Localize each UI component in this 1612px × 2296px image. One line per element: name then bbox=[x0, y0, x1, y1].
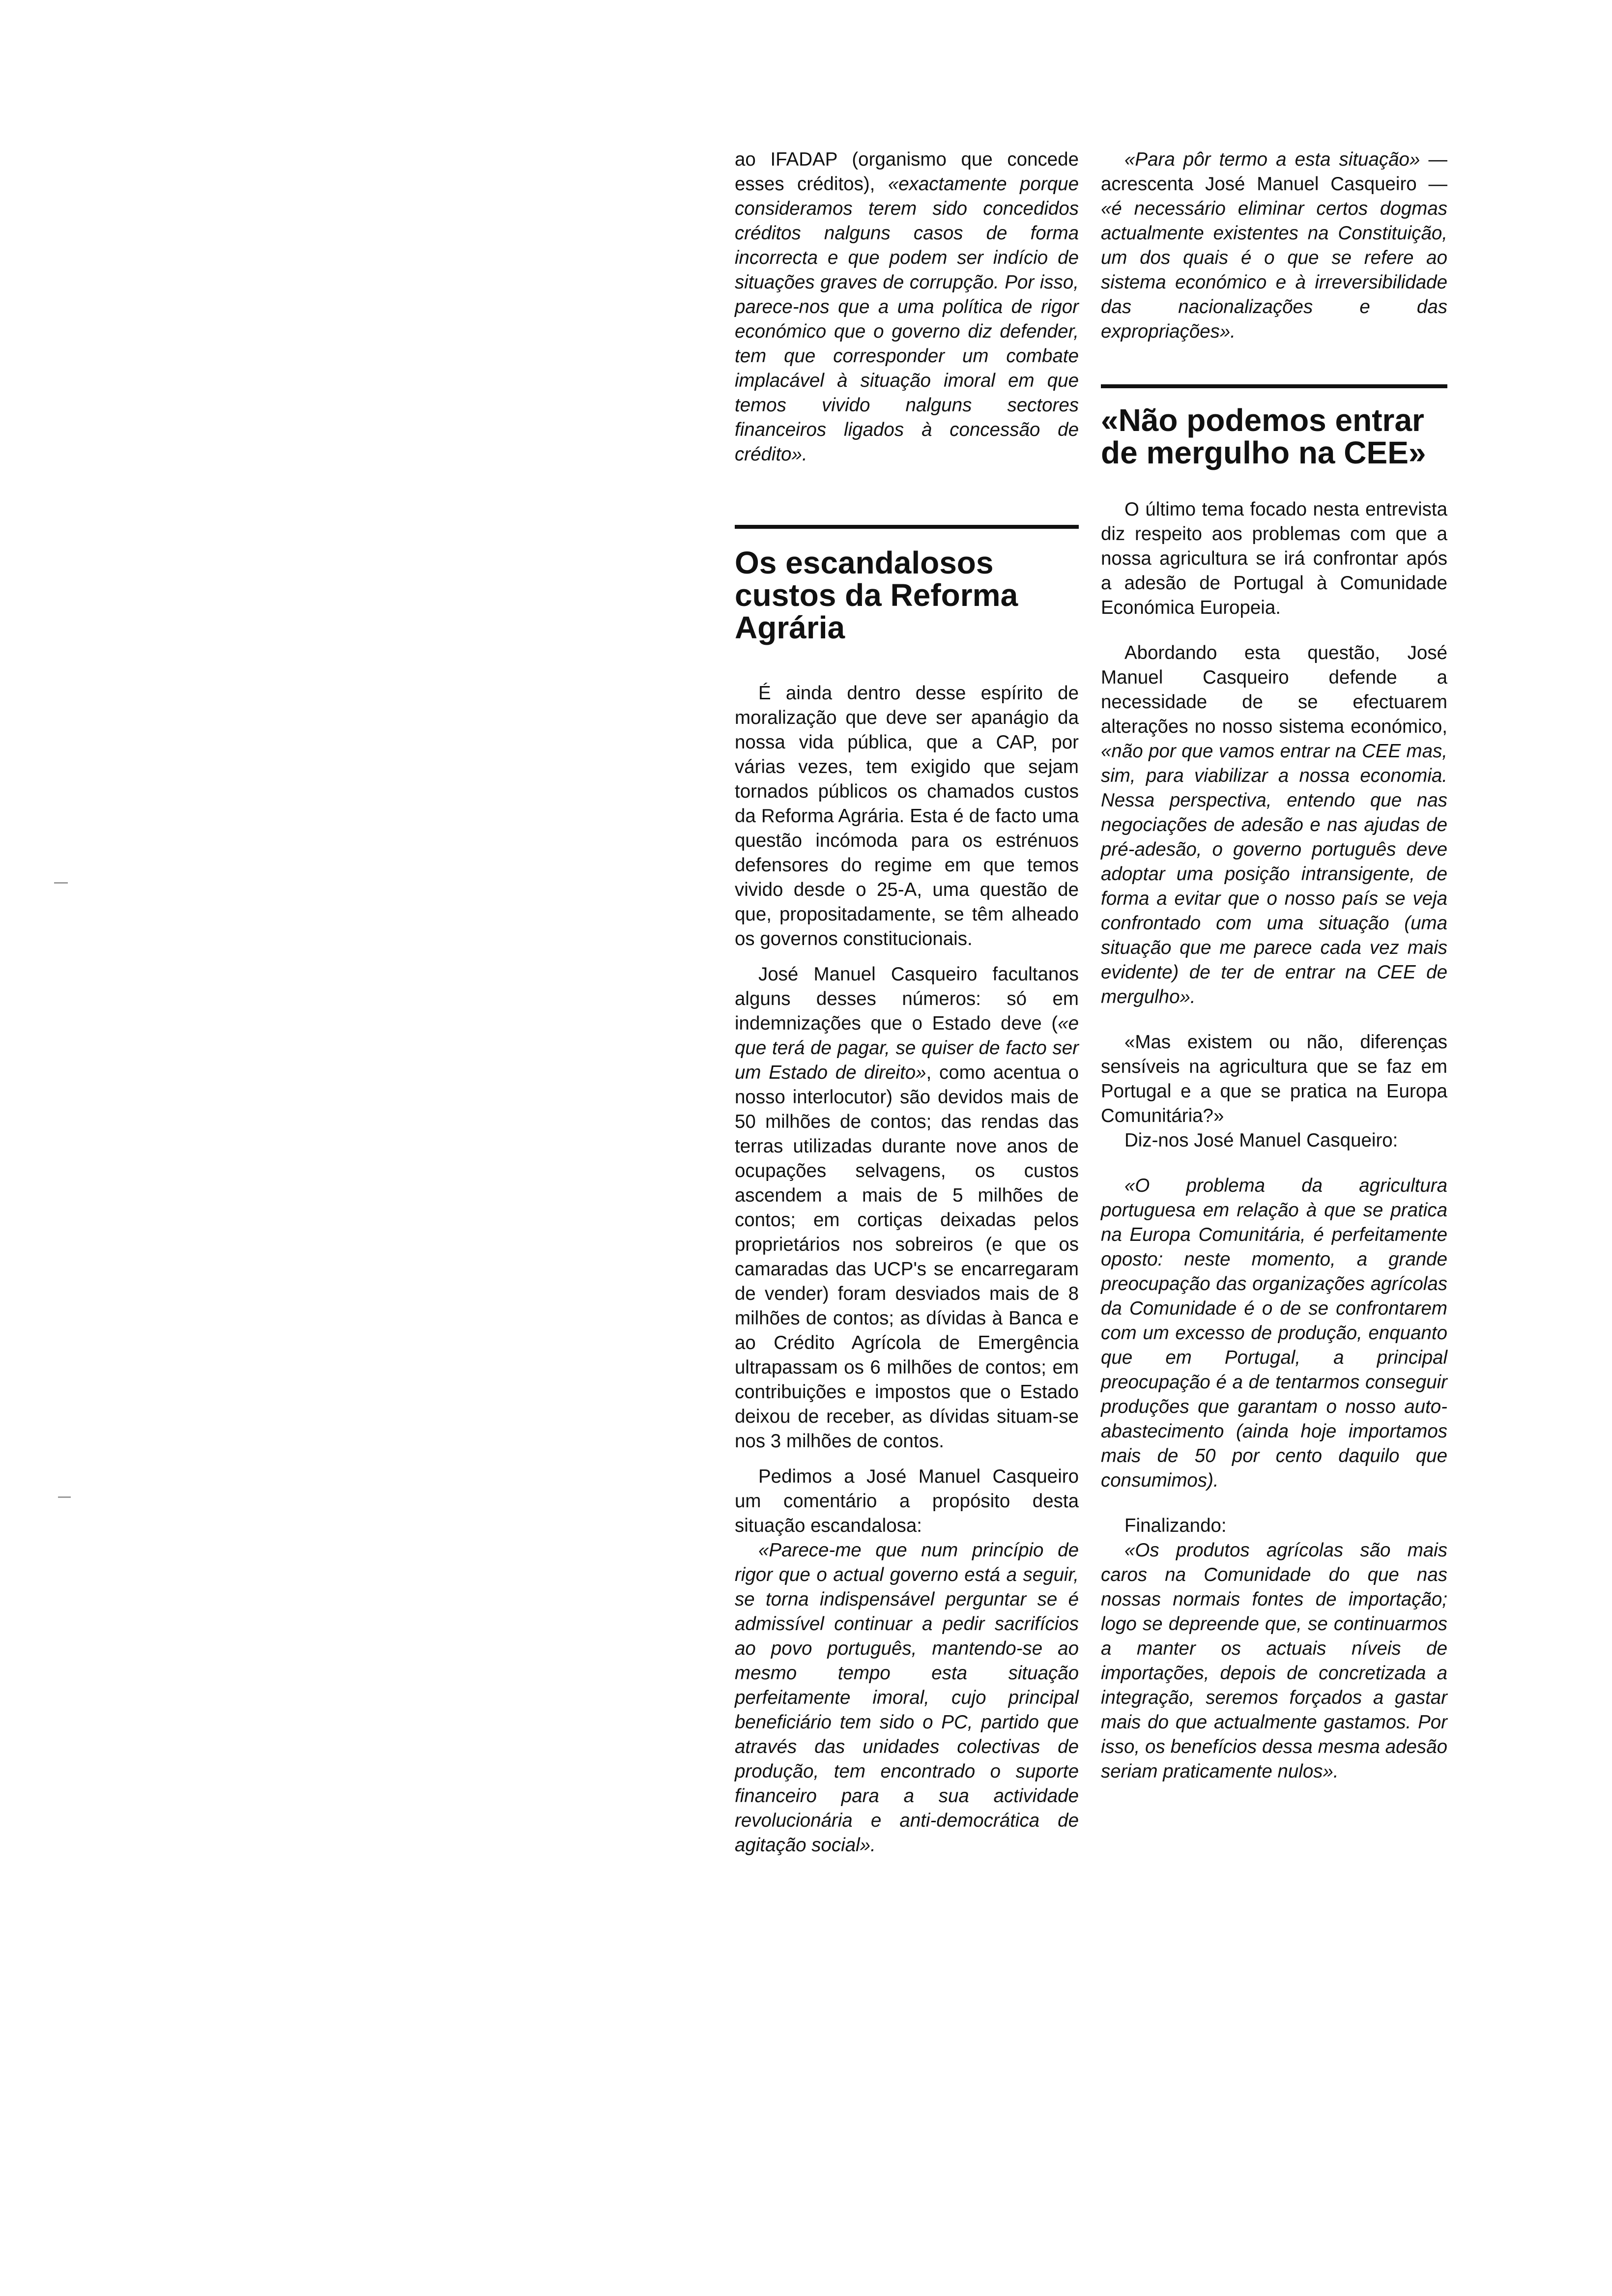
body-paragraph: Finalizando: bbox=[1124, 1515, 1227, 1536]
intro-quote: «Para pôr termo a esta situação» bbox=[1124, 149, 1420, 170]
body-quote-paragraph: «Parece-me que num princípio de rigor que o actual governo está a seguir, se torna indispensável perguntar se é admissível continuar a pedir sacrifícios ao povo português, mantendo-se ao mesmo tempo esta situação perfeitamente imoral, cujo principal beneficiário tem sido o PC, partido que através das unidades colectivas de produção, tem encontrado o suporte financeiro para a sua actividade revolucionária e anti-democrática de agitação social». bbox=[735, 1540, 1079, 1856]
right-intro-paragraph bbox=[1101, 147, 1447, 344]
left-intro-paragraph bbox=[735, 147, 1079, 467]
scan-speck bbox=[54, 882, 68, 884]
body-quote: «e que terá de pagar, se quiser de facto ser um Estado de direito» bbox=[735, 1013, 1079, 1083]
body-paragraph: É ainda dentro desse espírito de moralização que deve ser apanágio da nossa vida pública, que a CAP, por várias vezes, tem exigido que sejam tornados públicos os chamados custos da Reforma Agrária. Esta é de facto uma questão incómoda para os estrénuos defensores do regime em que temos vivido desde o 25-A, uma questão de que, propositadamente, se têm alheado os governos constitucionais. bbox=[735, 683, 1079, 949]
intro-quote: «exactamente porque consideramos terem sido concedidos créditos nalguns casos de forma incorrecta e que podem ser indício de situações graves de corrupção. Por isso, parece-nos que a uma política de rigor económico que o governo diz defender, tem que corresponder um combate implacável à situação imoral em que temos vivido nalguns sectores financeiros ligados à concessão de crédito». bbox=[735, 173, 1079, 465]
body-paragraph: Diz-nos José Manuel Casqueiro: bbox=[1124, 1130, 1398, 1151]
left-column bbox=[735, 147, 1079, 1858]
body-text: José Manuel Casqueiro facultanos alguns desses números: só em indemnizações que o Estado deve ( bbox=[735, 964, 1079, 1034]
intro-text: ao IFADAP (organismo que concede esses créditos), bbox=[735, 149, 1079, 195]
body-paragraph bbox=[735, 962, 1079, 1454]
body-text: Abordando esta questão, José Manuel Casqueiro defende a necessidade de se efectuarem alterações no nosso sistema económico, bbox=[1101, 642, 1447, 737]
section-rule bbox=[1101, 384, 1447, 388]
section-heading-reforma-agraria: Os escandalosos custos da Reforma Agrária bbox=[735, 545, 1018, 645]
body-paragraph bbox=[1101, 641, 1447, 1009]
intro-quote: «é necessário eliminar certos dogmas actualmente existentes na Constituição, um dos quais é o que se refere ao sistema económico e à irreversibilidade das nacionalizações e das expropriações». bbox=[1101, 198, 1447, 342]
body-paragraph: O último tema focado nesta entrevista diz respeito aos problemas com que a nossa agricultura se irá confrontar após a adesão de Portugal à Comunidade Económica Europeia. bbox=[1101, 499, 1447, 618]
body-quote: «não por que vamos entrar na CEE mas, sim, para viabilizar a nossa economia. Nessa perspectiva, entendo que nas negociações de adesão e nas ajudas de pré-adesão, o governo português deve adoptar uma posição intransigente, de forma a evitar que o nosso país se veja confrontado com uma situação (uma situação que me parece cada vez mais evidente) de ter de entrar na CEE de mergulho». bbox=[1101, 741, 1447, 1007]
intro-text: — acrescenta José Manuel Casqueiro — bbox=[1101, 149, 1447, 195]
body-text: , como acentua o nosso interlocutor) são devidos mais de 50 milhões de contos; das rendas das terras utilizadas durante nove anos de ocupações selvagens, os custos ascendem a mais de 5 milhões de contos; em cortiças deixadas pelos proprietários nos sobreiros (e que os camaradas das UCP's se encarregaram de vender) foram desviados mais de 8 milhões de contos; as dívidas à Banca e ao Crédito Agrícola de Emergência ultrapassam os 6 milhões de contos; em contribuições e impostos que o Estado deixou de receber, as dívidas situam-se nos 3 milhões de contos. bbox=[735, 1062, 1079, 1452]
section-heading-cee: «Não podemos entrar de mergulho na CEE» bbox=[1101, 402, 1426, 470]
scan-speck bbox=[58, 1496, 71, 1498]
section-rule bbox=[735, 525, 1079, 529]
body-paragraph: Pedimos a José Manuel Casqueiro um comentário a propósito desta situação escandalosa: bbox=[735, 1466, 1079, 1536]
right-column bbox=[1101, 147, 1447, 1784]
body-quote-paragraph: «Os produtos agrícolas são mais caros na Comunidade do que nas nossas normais fontes de importação; logo se depreende que, se continuarmos a manter os actuais níveis de importações, depois de concretizada a integração, seremos forçados a gastar mais do que actualmente gastamos. Por isso, os benefícios dessa mesma adesão seriam praticamente nulos». bbox=[1101, 1540, 1447, 1782]
question-paragraph: «Mas existem ou não, diferenças sensíveis na agricultura que se faz em Portugal e a que se pratica na Europa Comunitária?» bbox=[1101, 1032, 1447, 1126]
body-quote-paragraph: «O problema da agricultura portuguesa em relação à que se pratica na Europa Comunitária, é perfeitamente oposto: neste momento, a grande preocupação das organizações agrícolas da Comunidade é o de se confrontarem com um excesso de produção, enquanto que em Portugal, a principal preocupação é a de tentarmos conseguir produções que garantam o nosso auto-abastecimento (ainda hoje importamos mais de 50 por cento daquilo que consumimos). bbox=[1101, 1175, 1447, 1491]
